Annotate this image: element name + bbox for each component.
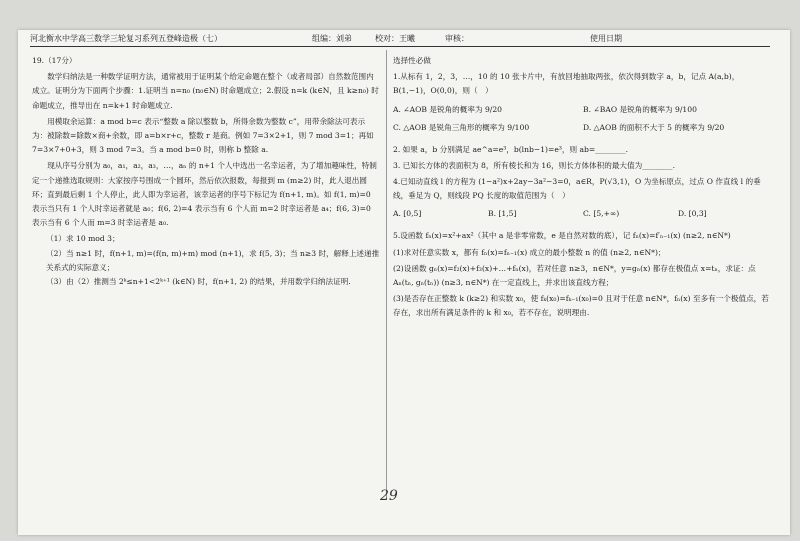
question-2: 2. 如果 a，b 分别满足 ae^a=e³，b(lnb−1)=e³，则 ab=________. bbox=[393, 144, 629, 154]
question-4-options bbox=[393, 205, 773, 223]
question-1-options bbox=[393, 101, 773, 137]
option-b: B. ∠BAO 是锐角的概率为 9/100 bbox=[583, 104, 697, 114]
q19-intro: 数学归纳法是一种数学证明方法，通常被用于证明某个给定命题在整个（或者局部）自然数范围内成立。证明分为下面两个步骤：1.证明当 n=n₀ (n₀∈N) 时命题成立；2.假设 n=k (k∈N，且 k≥n₀) 时命题成立，推导出在 n=k+1 时命题成立. bbox=[32, 72, 379, 110]
q19-part3: （3）由（2）推测当 2ᵏ≤n+1<2ᵏ⁺¹ (k∈N) 时，f(n+1, 2) 的结果，并用数学归纳法证明. bbox=[46, 277, 351, 287]
q19-title: 19.（17分） bbox=[32, 56, 77, 65]
option-c: C. [5,+∞) bbox=[583, 209, 620, 219]
column-divider bbox=[386, 50, 387, 500]
page-header bbox=[30, 32, 770, 47]
option-a: A. ∠AOB 是锐角的概率为 9/20 bbox=[393, 104, 502, 114]
q19-part1: （1）求 10 mod 3； bbox=[46, 234, 120, 244]
question-4: 4.已知动直线 l 的方程为 (1−a²)x+2ay−3a²−3=0，a∈R，P(√3,1)，O 为坐标原点，过点 O 作直线 l 的垂线，垂足为 Q，则线段 PQ 长度的取值范围为（ ） bbox=[393, 177, 761, 201]
question-5-part1: (1)求对任意实数 x，都有 fₙ(x)=fₙ₋₁(x) 成立的最小整数 n 的值 (n≥2, n∈N*)； bbox=[393, 247, 666, 257]
option-d: D. △AOB 的面积不大于 5 的概率为 9/20 bbox=[583, 122, 725, 132]
question-1: 1.从标有 1，2，3，…，10 的 10 张卡片中，有放回地抽取两张，依次得到数字 a，b，记点 A(a,b)，B(1,−1)，O(0,0)，则（ ） bbox=[393, 72, 740, 96]
header-reviewer: 审核： bbox=[445, 34, 469, 43]
option-c: C. △AOB 是锐角三角形的概率为 9/100 bbox=[393, 122, 530, 132]
option-b: B. [1,5] bbox=[488, 209, 517, 219]
q19-mod-def: 用模取余运算：a mod b=c 表示“整数 a 除以整数 b，所得余数为整数 c”，用带余除法可表示为：被除数=除数×商+余数，即 a=b×r+c，整数 r 是商。例如 7=3×2+1，则 7 mod 3=1；再如 7=3×7+0+3，则 3 mod 7=3。当 a mod b=0 时，则称 b 整除 a. bbox=[32, 116, 374, 155]
right-column bbox=[393, 54, 773, 321]
question-5-part2: (2)设函数 gₙ(x)=f₂(x)+f₃(x)+…+fₙ(x)，若对任意 n≥3，n∈N*，y=gₙ(x) 都存在极值点 x=tₙ，求证：点 Aₙ(tₙ, gₙ(tₙ)) (n≥3, n∈N*) 在一定直线上，并求出该直线方程； bbox=[393, 263, 756, 288]
header-proofreader: 校对：王曦 bbox=[375, 34, 415, 43]
header-school: 河北衡水中学高三数学三轮复习系列五登峰造极（七） bbox=[30, 34, 222, 43]
handwritten-page-number: 29 bbox=[380, 488, 398, 504]
question-5-part3: (3)是否存在正整数 k (k≥2) 和实数 x₀，使 fₖ(x₀)=fₖ₋₁(x₀)=0 且对于任意 n∈N*，fₙ(x) 至多有一个极值点，若存在，求出所有满足条件的 k 和 x₀，若不存在，说明理由. bbox=[393, 294, 769, 318]
header-editor: 组编：刘弟 bbox=[312, 34, 352, 43]
left-column bbox=[32, 54, 380, 289]
option-d: D. [0,3] bbox=[678, 209, 707, 219]
q19-rule: 现从序号分别为 a₀，a₁，a₂，a₃，…，aₙ 的 n+1 个人中选出一名幸运者，为了增加趣味性，特制定一个递推选取规则：大家按序号围成一个圆环，然后依次报数，每报到 m (m≥2) 时，此人退出圆环；直到最后剩 1 个人停止，此人即为幸运者，该幸运者的序号下标记为 f(n+1, m)。如 f(1, m)=0 表示当只有 1 个人时幸运者就是 a₀；f(6, 2)=4 表示当有 6 个人而 m=2 时幸运者是 a₄；f(6, 3)=0 表示当有 6 个人而 m=3 时幸运者是 a₀. bbox=[32, 161, 377, 228]
question-5: 5.设函数 fₙ(x)=x²+ax²（其中 a 是非零常数，e 是自然对数的底），记 fₙ(x)=f′ₙ₋₁(x) (n≥2, n∈N*) bbox=[393, 231, 731, 241]
q19-part2: （2）当 n≥1 时，f(n+1, m)=(f(n, m)+m) mod (n+1)，求 f(5, 3)；当 n≥3 时，解释上述递推关系式的实际意义； bbox=[46, 248, 380, 272]
section-title: 选择性必做 bbox=[393, 56, 431, 65]
option-a: A. [0,5] bbox=[393, 209, 422, 219]
question-3: 3. 已知长方体的表面积为 8，所有棱长和为 16，则长方体体积的最大值为________. bbox=[393, 160, 675, 170]
header-date: 使用日期 bbox=[590, 34, 622, 43]
